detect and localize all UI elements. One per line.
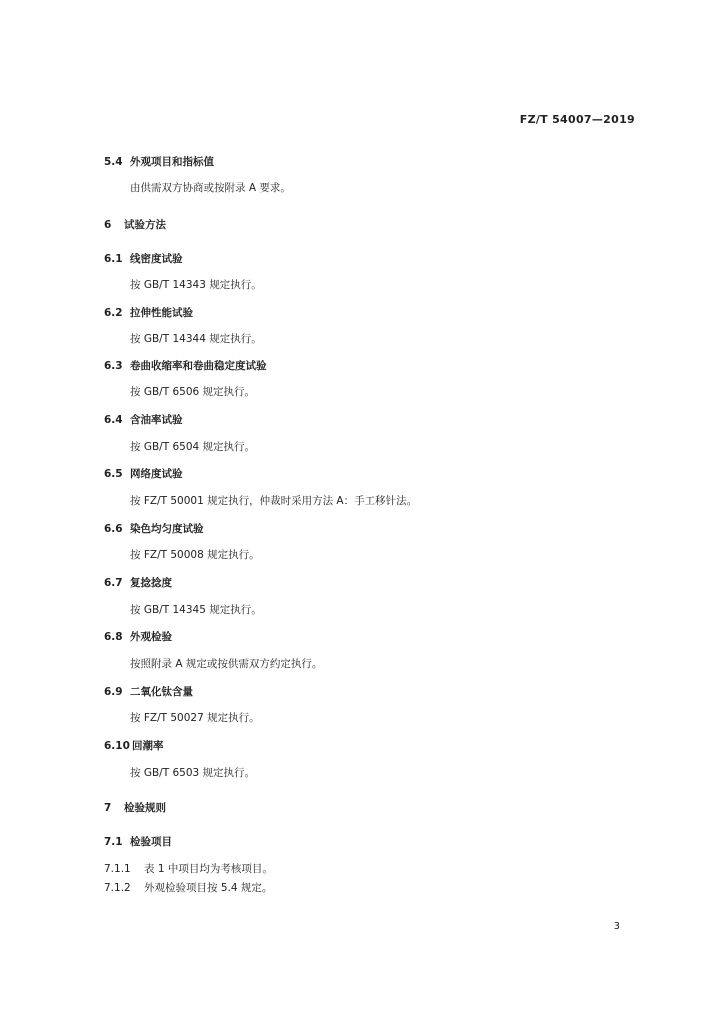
section-text-6-6: 按 FZ/T 50008 规定执行。 [130,549,260,561]
section-text-6-5: 按 FZ/T 50001 规定执行，仲裁时采用方法 A：手工移针法。 [130,495,418,507]
section-number: 6.8 [104,631,123,643]
section-number: 5.4 [104,156,123,168]
section-heading-5-4 [104,154,214,169]
section-number: 7.1 [104,836,123,848]
section-number: 6.9 [104,686,123,698]
section-heading-6-8 [104,629,172,644]
chapter-title: 试验方法 [124,219,166,231]
section-title: 染色均匀度试验 [130,523,204,535]
section-text-6-9: 按 FZ/T 50027 规定执行。 [130,712,260,724]
section-heading-6-10 [104,738,164,753]
section-title: 复捻捻度 [130,577,172,589]
section-number: 6.10 [104,740,130,752]
chapter-number: 7 [104,802,112,814]
page-number: 3 [613,921,620,932]
section-text-5-4: 由供需双方协商或按附录 A 要求。 [130,182,291,194]
section-number: 6.7 [104,577,123,589]
section-title: 含油率试验 [130,414,183,426]
clause-7-1-1 [104,861,273,876]
section-title: 外观检验 [130,631,172,643]
section-title: 外观项目和指标值 [130,156,214,168]
section-text-6-2: 按 GB/T 14344 规定执行。 [130,333,262,345]
section-text-6-10: 按 GB/T 6503 规定执行。 [130,767,256,779]
section-text-6-7: 按 GB/T 14345 规定执行。 [130,604,262,616]
chapter-heading-6 [104,217,166,232]
section-number: 6.2 [104,307,123,319]
section-title: 二氧化钛含量 [130,686,193,698]
section-title: 卷曲收缩率和卷曲稳定度试验 [130,360,267,372]
section-title: 线密度试验 [130,253,183,265]
clause-text: 表 1 中项目均为考核项目。 [144,863,273,875]
clause-text: 外观检验项目按 5.4 规定。 [144,882,273,894]
chapter-title: 检验规则 [124,802,166,814]
clause-7-1-2 [104,880,272,895]
chapter-heading-7 [104,800,166,815]
section-number: 6.4 [104,414,123,426]
section-number: 6.5 [104,468,123,480]
section-heading-6-6 [104,521,204,536]
section-title: 网络度试验 [130,468,183,480]
section-number: 6.6 [104,523,123,535]
section-heading-6-5 [104,466,183,481]
section-heading-7-1 [104,834,172,849]
section-title: 拉伸性能试验 [130,307,193,319]
section-text-6-1: 按 GB/T 14343 规定执行。 [130,279,262,291]
section-text-6-4: 按 GB/T 6504 规定执行。 [130,441,256,453]
section-heading-6-1 [104,251,183,266]
section-text-6-3: 按 GB/T 6506 规定执行。 [130,386,256,398]
section-heading-6-2 [104,305,193,320]
section-heading-6-7 [104,575,172,590]
clause-number: 7.1.1 [104,863,131,875]
section-number: 6.3 [104,360,123,372]
clause-number: 7.1.2 [104,882,131,894]
section-title: 检验项目 [130,836,172,848]
section-heading-6-4 [104,412,183,427]
section-heading-6-9 [104,684,193,699]
chapter-number: 6 [104,219,112,231]
section-number: 6.1 [104,253,123,265]
standard-code: FZ/T 54007—2019 [519,113,635,126]
section-text-6-8: 按照附录 A 规定或按供需双方约定执行。 [130,658,323,670]
section-heading-6-3 [104,358,267,373]
section-title: 回潮率 [132,740,164,752]
